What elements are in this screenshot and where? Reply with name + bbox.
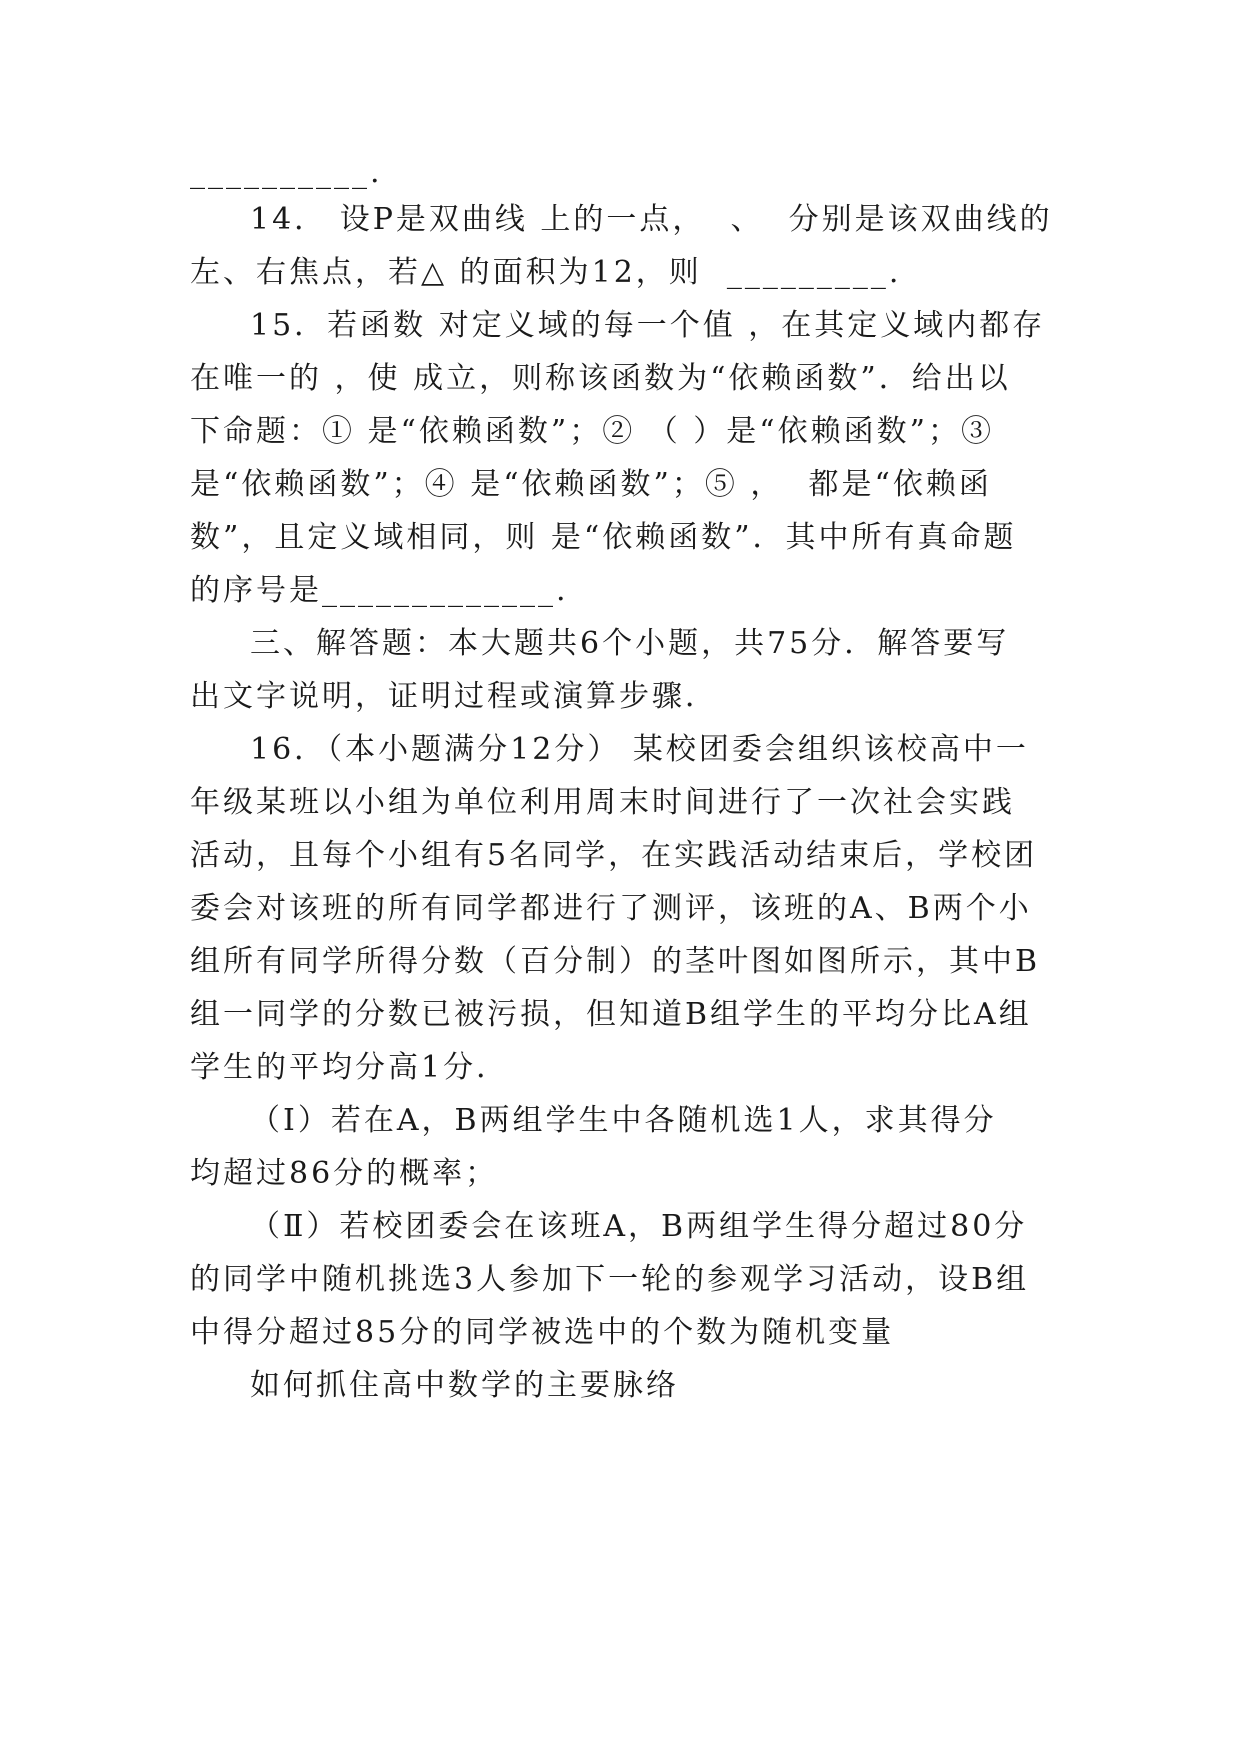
answer-blank-line: __________.	[190, 155, 383, 190]
question-16-line-5: 组所有同学所得分数（百分制）的茎叶图如图所示，其中B	[190, 944, 1041, 979]
question-16-line-4: 委会对该班的所有同学都进行了测评，该班的A、B两个小	[190, 891, 1032, 926]
question-16-line-2: 年级某班以小组为单位利用周末时间进行了一次社会实践	[190, 785, 1015, 820]
question-15-line-3: 下命题：① 是“依赖函数”；② （ ）是“依赖函数”；③	[190, 414, 994, 449]
question-16-line-7: 学生的平均分高1分．	[190, 1050, 510, 1085]
question-16-line-1: 16．（本小题满分12分） 某校团委会组织该校高中一	[250, 732, 1029, 767]
question-15-line-6: 的序号是_____________.	[190, 573, 569, 608]
question-15-line-4: 是“依赖函数”；④ 是“依赖函数”；⑤ ， 都是“依赖函	[190, 467, 992, 502]
question-16-part-1-line-1: （Ⅰ）若在A，B两组学生中各随机选1人，求其得分	[250, 1103, 997, 1138]
question-16-line-6: 组一同学的分数已被污损，但知道B组学生的平均分比A组	[190, 997, 1032, 1032]
question-16-part-2-line-1: （Ⅱ）若校团委会在该班A，B两组学生得分超过80分	[250, 1209, 1028, 1244]
section-3-heading-line-1: 三、解答题：本大题共6个小题，共75分．解答要写	[250, 626, 1010, 661]
question-14-line-1: 14． 设P是双曲线 上的一点， 、 分别是该双曲线的	[250, 202, 1053, 237]
question-16-line-3: 活动，且每个小组有5名同学，在实践活动结束后，学校团	[190, 838, 1038, 873]
question-16-part-2-line-3: 中得分超过85分的同学被选中的个数为随机变量	[190, 1315, 895, 1350]
question-15-line-2: 在唯一的 ，使 成立，则称该函数为“依赖函数”．给出以	[190, 361, 1011, 396]
question-15-line-5: 数”，且定义域相同，则 是“依赖函数”．其中所有真命题	[190, 520, 1017, 555]
question-16-part-2-line-2: 的同学中随机挑选3人参加下一轮的参观学习活动，设B组	[190, 1262, 1030, 1297]
question-14-line-2: 左、右焦点，若△ 的面积为12，则 _________.	[190, 255, 902, 290]
closing-title: 如何抓住高中数学的主要脉络	[250, 1368, 679, 1403]
question-16-part-1-line-2: 均超过86分的概率；	[190, 1156, 499, 1191]
question-15-line-1: 15．若函数 对定义域的每一个值 ，在其定义域内都存	[250, 308, 1046, 343]
section-3-heading-line-2: 出文字说明，证明过程或演算步骤．	[190, 679, 718, 714]
